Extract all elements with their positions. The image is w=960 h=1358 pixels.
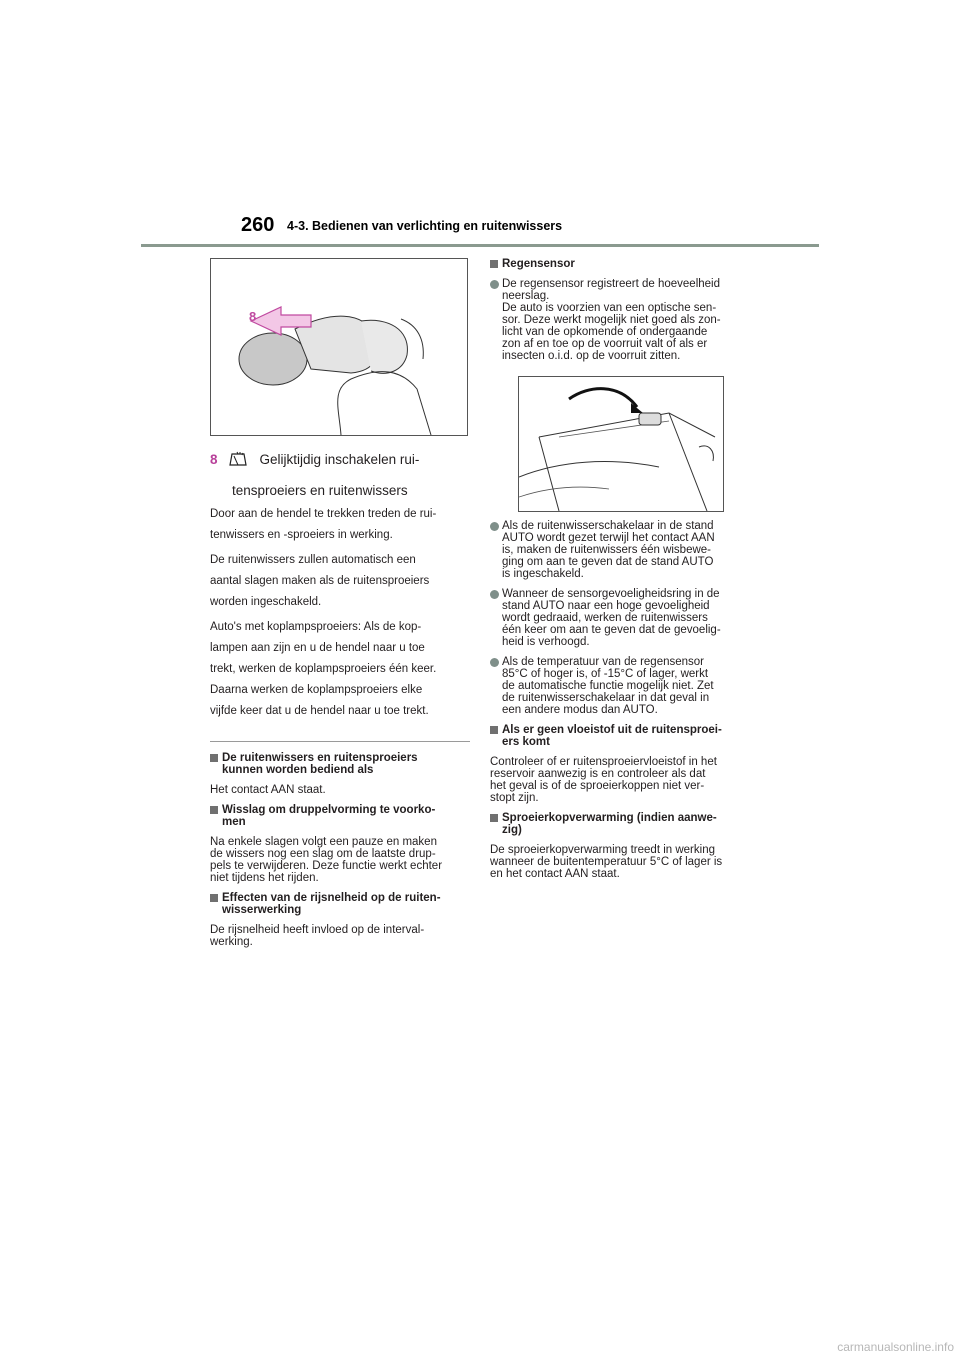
bullet-text: Wanneer de sensorgevoeligheidsring in de stand AUTO naar een hoge gevoeligheid wordt gedraaid, werken de ruitenwissers één keer om aan te geven dat de gevoelig- heid is verhoogd. <box>502 588 721 648</box>
section-heading-text: Effecten van de rijsnelheid op de ruiten- wisserwerking <box>222 892 441 916</box>
watermark: carmanualsonline.info <box>837 1340 954 1354</box>
left-column <box>210 258 470 954</box>
bullet-item <box>490 656 752 716</box>
section-body: Het contact AAN staat. <box>210 784 326 796</box>
square-bullet-icon <box>490 814 498 822</box>
item-title-line1: Gelijktijdig inschakelen rui- <box>259 452 420 467</box>
square-bullet-icon <box>490 260 498 268</box>
bullet-item <box>490 588 752 648</box>
item-8-title <box>210 446 470 504</box>
page-number: 260 <box>241 214 275 236</box>
bullet-text: Als de ruitenwisserschakelaar in de stand AUTO wordt gezet terwijl het contact AAN is, maken de ruitenwissers één wisbewe- ging om aan te geven dat de stand AUTO is ingeschakeld. <box>502 520 715 580</box>
square-bullet-icon <box>210 894 218 902</box>
wiper-lever-illustration <box>211 259 467 435</box>
rain-sensor-illustration <box>519 377 723 511</box>
bullet-text: De regensensor registreert de hoeveelheid neerslag. De auto is voorzien van een optische sen- sor. Deze werkt mogelijk niet goed als zon- licht van de opkomende of ondergaande zon af en toe op de voorruit valt of als er insecten o.i.d. op de voorruit zitten. <box>502 278 721 362</box>
section-divider <box>210 741 470 742</box>
bullet-text: Als de temperatuur van de regensensor 85°C of hoger is, of -15°C of lager, werkt de automatische functie mogelijk niet. Zet de ruitenwisserschakelaar in dat geval in een andere modus dan AUTO. <box>502 656 714 716</box>
bullet-item <box>490 520 752 580</box>
circle-bullet-icon <box>490 590 499 599</box>
circle-bullet-icon <box>490 280 499 289</box>
regensensor-heading <box>490 258 752 270</box>
section-heading <box>490 812 752 836</box>
section-heading <box>490 724 752 748</box>
paragraph-2: De ruitenwissers zullen automatisch een aantal slagen maken als de ruitensproeiers worden ingeschakeld. <box>210 554 430 608</box>
paragraph-1: Door aan de hendel te trekken treden de rui- tenwissers en -sproeiers in werking. <box>210 508 437 541</box>
square-bullet-icon <box>210 806 218 814</box>
bullet-item <box>490 278 752 362</box>
wiper-lever-figure <box>210 258 468 436</box>
item-number: 8 <box>210 452 218 467</box>
header-title: 4-3. Bedienen van verlichting en ruitenwissers <box>287 219 563 233</box>
square-bullet-icon <box>490 726 498 734</box>
section-body: Na enkele slagen volgt een pauze en maken de wissers nog een slag om de laatste drup- pels te verwijderen. Deze functie werkt echter niet tijdens het rijden. <box>210 836 443 884</box>
section-heading <box>210 804 470 828</box>
section-body: De sproeierkopverwarming treedt in werking wanneer de buitentemperatuur 5°C of lager is en het contact AAN staat. <box>490 844 723 880</box>
right-column <box>490 258 752 886</box>
windshield-washer-icon <box>228 450 248 477</box>
figure-label-8: 8 <box>249 309 257 324</box>
section-heading <box>210 892 470 916</box>
circle-bullet-icon <box>490 658 499 667</box>
section-heading-text: Regensensor <box>502 258 575 270</box>
section-body: Controleer of er ruitensproeiervloeistof in het reservoir aanwezig is en controleer als dat het geval is of de sproeierkoppen niet ver- stopt zijn. <box>490 756 717 804</box>
section-heading-text: De ruitenwissers en ruitensproeiers kunnen worden bediend als <box>222 752 418 776</box>
section-heading <box>210 752 470 776</box>
paragraph-3: Auto's met koplampsproeiers: Als de kop- lampen aan zijn en u de hendel naar u toe trekt, werken de koplampsproeiers één keer. Daarna werken de koplampsproeiers elke vijfde keer dat u de hendel naar u toe trekt. <box>210 621 437 717</box>
section-body: De rijsnelheid heeft invloed op de interval- werking. <box>210 924 425 948</box>
square-bullet-icon <box>210 754 218 762</box>
header-rule <box>141 244 819 247</box>
rain-sensor-figure <box>518 376 724 512</box>
circle-bullet-icon <box>490 522 499 531</box>
section-heading-text: Sproeierkopverwarming (indien aanwe- zig) <box>502 812 717 836</box>
item-title-line2: tensproeiers en ruitenwissers <box>232 483 408 498</box>
section-heading-text: Wisslag om druppelvorming te voorko- men <box>222 804 436 828</box>
section-heading-text: Als er geen vloeistof uit de ruitensproei- ers komt <box>502 724 722 748</box>
